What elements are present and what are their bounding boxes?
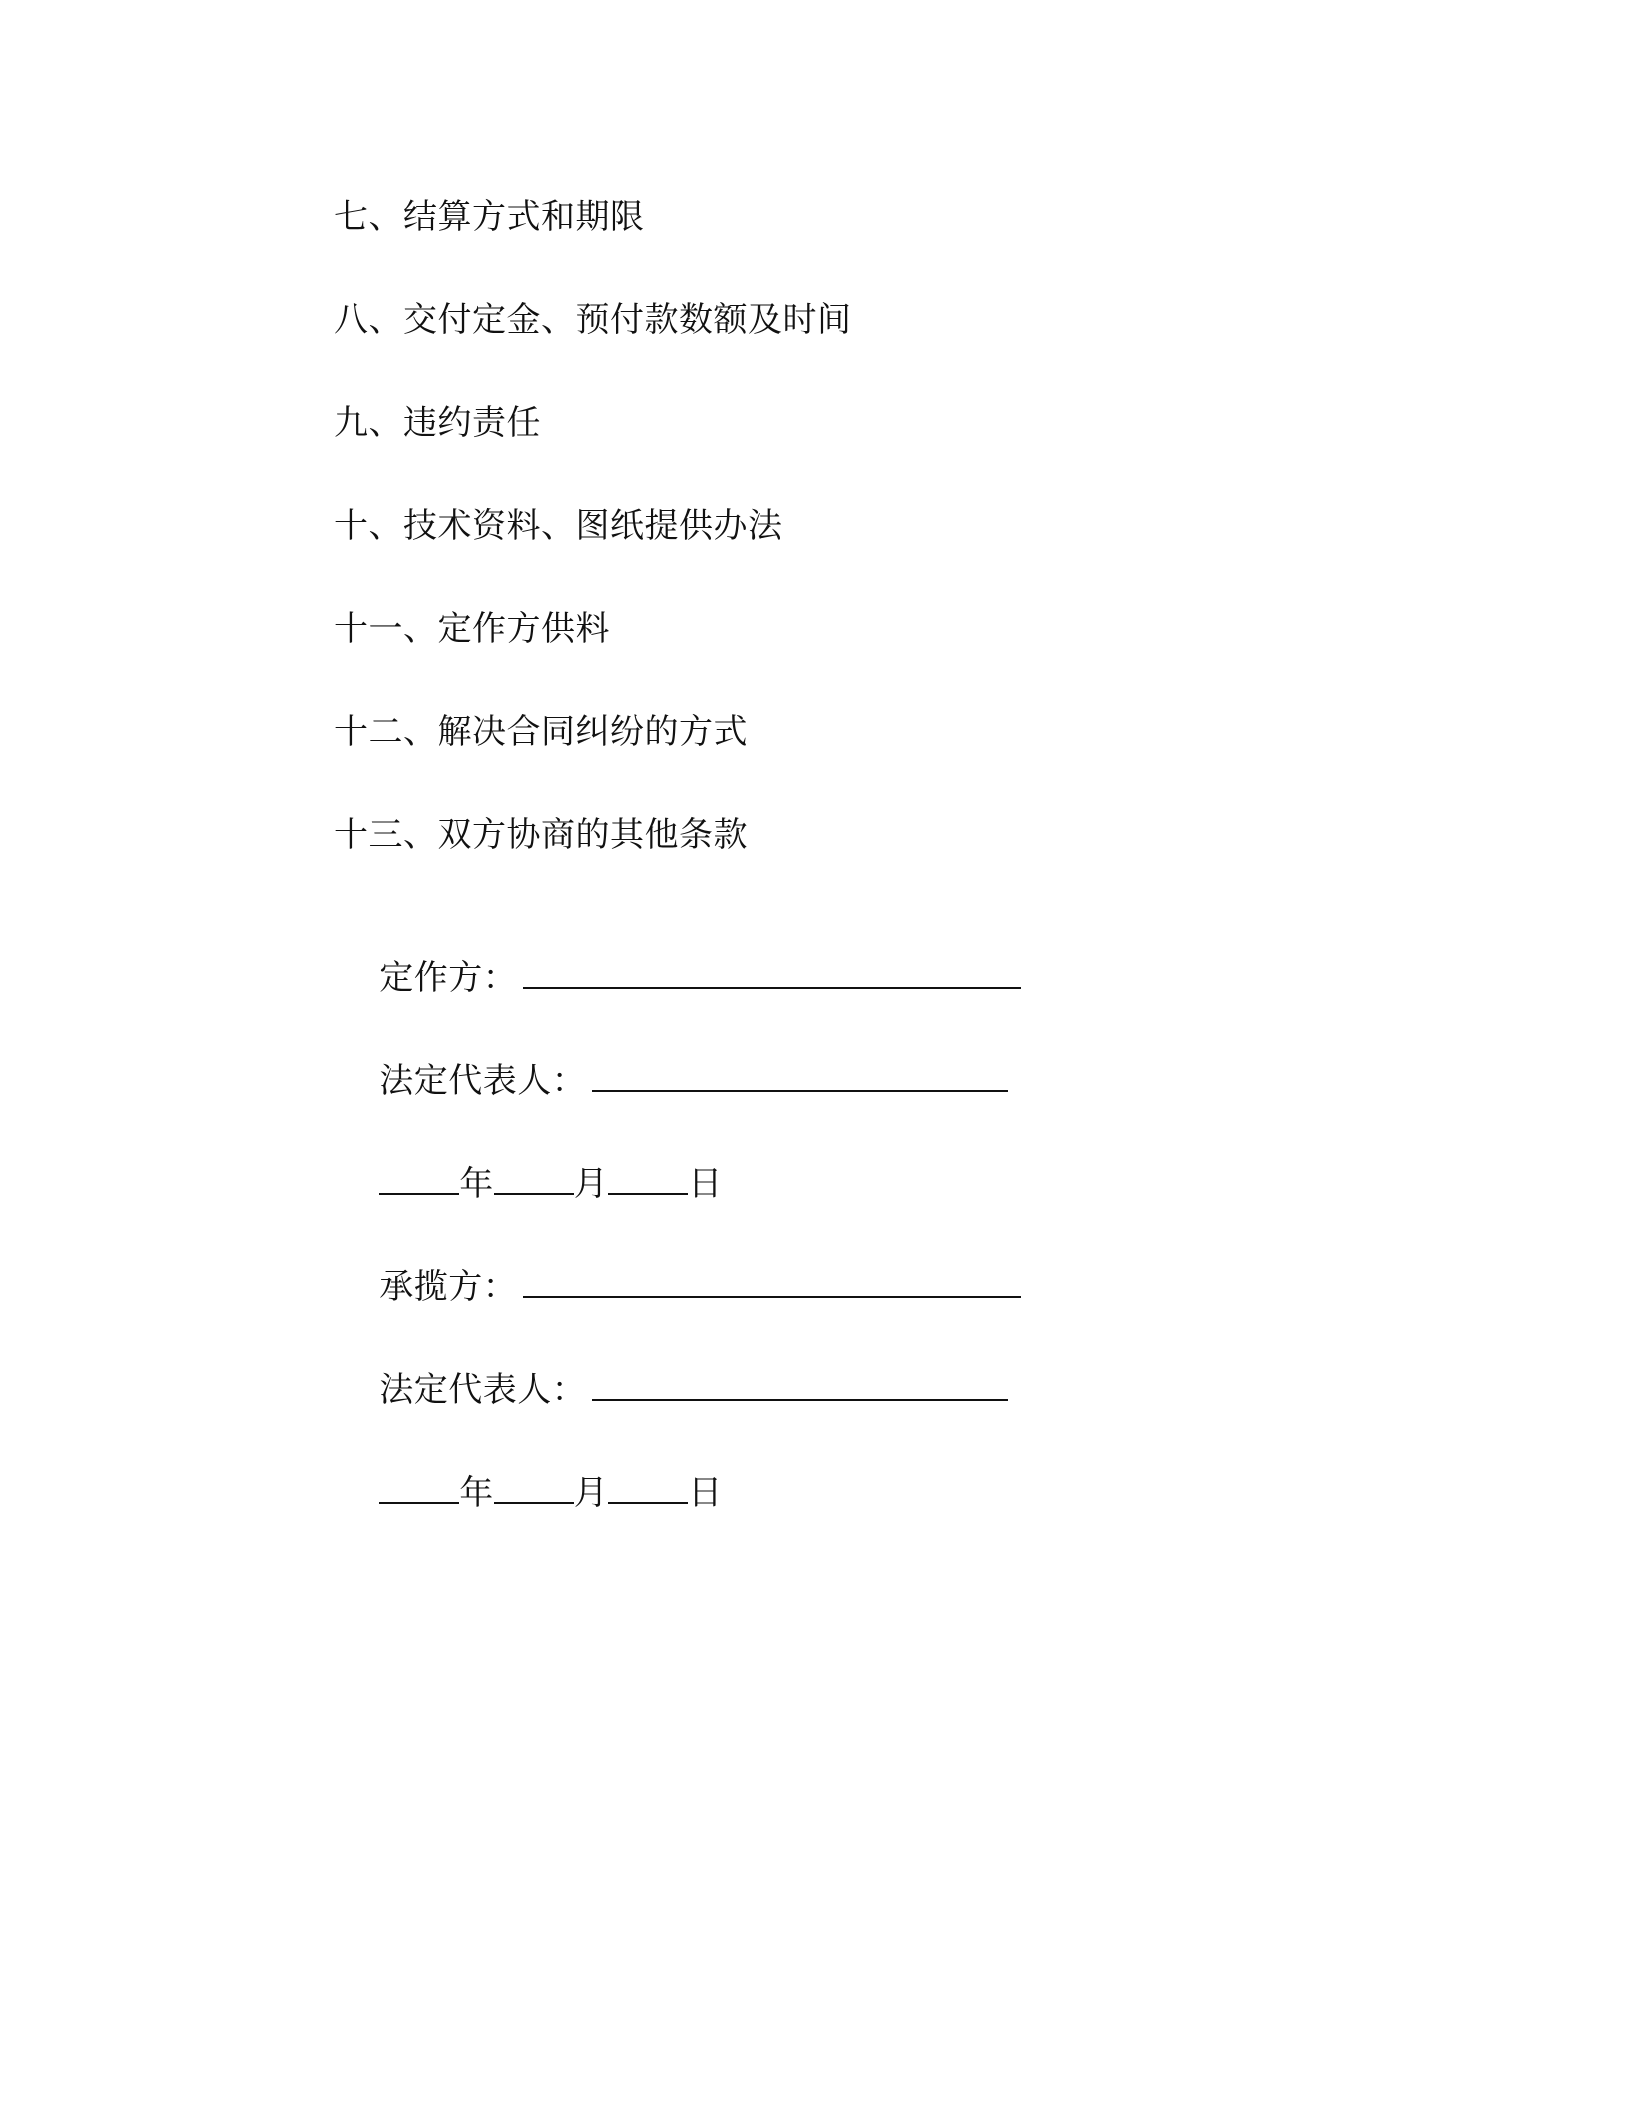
clause-11: 十一、定作方供料: [334, 609, 610, 649]
party-b-day-field[interactable]: [608, 1474, 688, 1504]
clause-10: 十、技术资料、图纸提供办法: [334, 506, 783, 546]
clause-12: 十二、解决合同纠纷的方式: [334, 712, 748, 752]
party-b-rep-signature-field[interactable]: [592, 1371, 1008, 1401]
clause-8: 八、交付定金、预付款数额及时间: [334, 300, 852, 340]
party-a-year-field[interactable]: [379, 1165, 459, 1195]
party-a-month-field[interactable]: [494, 1165, 574, 1195]
clause-13: 十三、双方协商的其他条款: [334, 815, 748, 855]
month-label: 月: [573, 1473, 609, 1513]
party-a-rep-label: 法定代表人：: [379, 1061, 587, 1101]
party-a-rep-line: [334, 1021, 1008, 1141]
party-a-date-line: [334, 1124, 723, 1244]
month-label: 月: [573, 1164, 609, 1204]
party-b-label: 承揽方：: [379, 1267, 518, 1307]
party-a-line: [334, 918, 1021, 1038]
party-b-rep-line: [334, 1330, 1008, 1450]
day-label: 日: [688, 1164, 723, 1204]
party-a-signature-field[interactable]: [523, 959, 1021, 989]
clause-9: 九、违约责任: [334, 403, 541, 443]
party-b-signature-field[interactable]: [523, 1268, 1021, 1298]
party-a-day-field[interactable]: [608, 1165, 688, 1195]
party-a-rep-signature-field[interactable]: [592, 1062, 1008, 1092]
party-b-year-field[interactable]: [379, 1474, 459, 1504]
clause-7: 七、结算方式和期限: [334, 197, 645, 237]
party-a-label: 定作方：: [379, 958, 518, 998]
day-label: 日: [688, 1473, 723, 1513]
year-label: 年: [459, 1473, 494, 1513]
year-label: 年: [459, 1164, 494, 1204]
party-b-month-field[interactable]: [494, 1474, 574, 1504]
party-b-line: [334, 1227, 1021, 1347]
party-b-rep-label: 法定代表人：: [379, 1370, 587, 1410]
party-b-date-line: [334, 1433, 723, 1553]
